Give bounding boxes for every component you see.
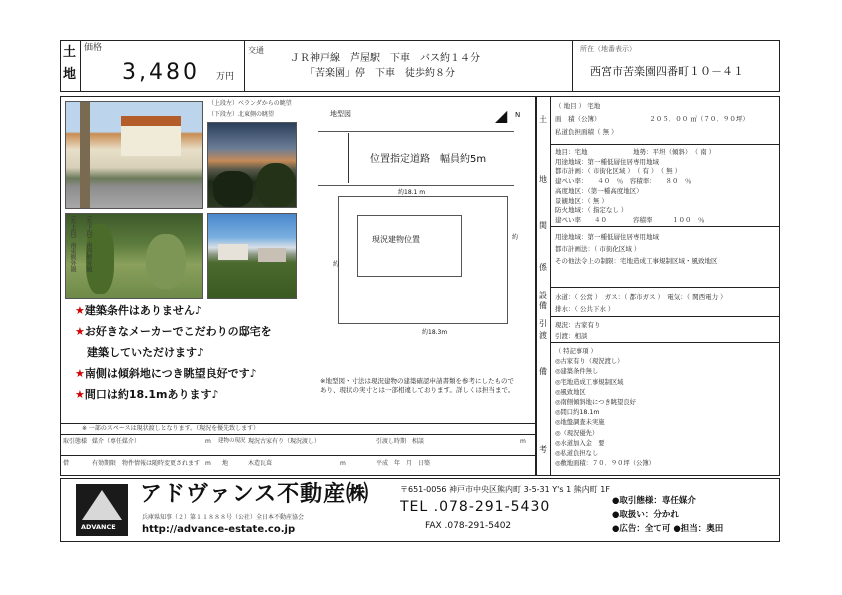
- remark-row: ◎宅地造成工事規制区域: [555, 378, 624, 386]
- facility-row: その他法令上の制限：宅地造成工事規制区域・風致地区: [555, 257, 718, 265]
- star-icon: ★: [75, 388, 85, 401]
- caption-top: （上段左）ベランダからの眺望: [208, 100, 292, 107]
- sec-law-1: 関: [539, 221, 547, 230]
- table-r1-unit: m: [205, 438, 211, 445]
- law-row: 地目：宅地 地勢：平坦（傾斜） （ 南 ）: [555, 148, 716, 156]
- table-r2-label2: 地: [222, 460, 229, 467]
- remark-row: ◎地盤調査未実施: [555, 419, 605, 427]
- star-icon: ★: [75, 325, 85, 338]
- note-divider: [60, 423, 536, 424]
- feature-item: ★間口は約18.1mあります♪: [75, 388, 219, 401]
- feature-item: ★お好きなメーカーでこだわりの邸宅を: [75, 325, 272, 338]
- right-div-5: [550, 342, 780, 343]
- features-list: [75, 302, 272, 402]
- location-value: 西宮市苦楽園四番町１０－４１: [590, 65, 744, 78]
- sec-handover-2: 渡: [539, 331, 547, 340]
- table-divider-2: [60, 455, 536, 456]
- remark-row: ◎間口約18.1m: [555, 409, 600, 417]
- law-row: 防火地域：（ 指定なし ）: [555, 206, 628, 215]
- handover-row: 引渡：相談: [555, 332, 588, 340]
- remark-row: ◎敷地面積：７０．９０坪（公簿）: [555, 460, 655, 468]
- table-r1-value: 媒介（専任媒介）: [92, 438, 141, 445]
- right-panel-label-col: [550, 96, 551, 476]
- handover-rows: [555, 320, 601, 342]
- right-div-1: [550, 144, 780, 145]
- company-url[interactable]: http://advance-estate.co.jp: [142, 524, 296, 535]
- table-r2-value: 有効期限 物件情報は随時変更されます: [92, 460, 201, 467]
- law-row: 建ぺい率： ４０ ％ 容積率： ８０ ％: [555, 177, 692, 186]
- feature-item: ★建築条件はありません♪: [75, 304, 202, 317]
- table-r2-value3: 木造瓦葺: [248, 460, 273, 467]
- law-row: 景観地区：（ 無 ）: [555, 196, 608, 205]
- photo-exterior-southeast: [65, 101, 203, 209]
- right-div-2: [550, 226, 780, 227]
- remark-row: ◎南側傾斜地につき眺望良好: [555, 399, 636, 407]
- sec-law-2: 係: [539, 263, 547, 272]
- photo-view-veranda: [207, 122, 297, 208]
- building-label: 現況建物位置: [372, 235, 420, 244]
- caption-vertical-right: （左下段）南西側外観: [85, 212, 92, 272]
- sec-remarks-2: 考: [539, 445, 547, 454]
- width-top: 約18.1 m: [398, 189, 426, 196]
- table-r1-value4: m: [520, 438, 526, 445]
- law-rows: [555, 148, 715, 226]
- land-row: （ 地目 ） 宅地: [555, 102, 601, 110]
- transport-label: 交通: [248, 46, 264, 55]
- license: 兵庫県知事（２）第１１８８８号（公社）全日本不動産協会: [142, 514, 305, 521]
- remark-row: （ 特記事項 ）: [555, 348, 597, 355]
- star-icon: ★: [75, 367, 85, 380]
- table-r1-value3: 引渡し時期 相談: [376, 438, 425, 445]
- facility-rows: [555, 231, 718, 267]
- map-note: ※地型図・寸法は現況建物の建築確認申請書類を参考にしたものであり、現状の実寸とは一部相違しております。詳しくは担当まで。: [320, 377, 515, 395]
- law-row: 高度地区：（第一種高度地区）: [555, 186, 643, 195]
- remark-row: ◎（現況優先）: [555, 429, 599, 437]
- company-fax: FAX .078-291-5402: [425, 521, 512, 531]
- sec-facility-1: 設: [539, 291, 547, 300]
- north-arrow-icon: ◢: [495, 106, 508, 125]
- utility-row: 排水：（ 公共下水 ）: [555, 305, 615, 313]
- company-address: 〒651-0056 神戸市中央区熊内町 3-5-31 Y's 1 熊内町 1F: [400, 485, 610, 494]
- table-r1-value2: 現況古家有り（現況渡し）: [248, 438, 321, 445]
- bottom-note: ※ 一部のスペースは現状渡しとなります。（現況を優先致します）: [82, 425, 260, 432]
- right-div-4: [550, 316, 780, 317]
- location-label: 所在（地番表示）: [580, 45, 636, 53]
- caption-bottom: （下段左）北東側の眺望: [208, 111, 275, 118]
- table-r2-value2: m: [205, 460, 211, 467]
- land-rows: [555, 100, 749, 139]
- remark-row: ◎風致地区: [555, 388, 586, 396]
- category-top: 土: [63, 45, 77, 60]
- table-r2-value4: m: [340, 460, 346, 467]
- remark-row: ◎水道加入金 要: [555, 439, 605, 447]
- price-label: 価格: [84, 43, 103, 53]
- transport-line2: 「苦楽園」停 下車 徒歩約８分: [305, 68, 455, 79]
- feature-item: ★南側は傾斜地につき眺望良好です♪: [75, 367, 257, 380]
- facility-row: 都市計画法：（ 市街化区域 ）: [555, 245, 641, 253]
- road-line-top: [318, 131, 514, 132]
- facility-row: 用途地域：第一種低層住居専用地域: [555, 233, 659, 241]
- table-r1-label2: 建物の現況: [218, 438, 246, 444]
- logo-mark-icon: [82, 490, 122, 520]
- right-div-3: [550, 287, 780, 288]
- land-row: 面 積（公簿） ２０５．００ ㎡（７０．９０坪）: [555, 115, 749, 123]
- handover-row: 現況：古家有り: [555, 321, 601, 329]
- north-label: N: [515, 111, 521, 119]
- law-row: 都市計画：（ 市街化区域 ） （ 有 ） （ 無 ）: [555, 167, 682, 176]
- sec-facility-2: 備: [539, 301, 547, 310]
- caption-vertical-left: （左上段）南東側外観: [69, 212, 76, 272]
- road-arrow: [348, 133, 349, 183]
- company-logo: [76, 484, 128, 536]
- table-r2-value5: 平成 年 月 日築: [376, 460, 431, 467]
- map-title: 地型図: [330, 110, 351, 118]
- info-2: ●取扱い：分かれ: [612, 510, 679, 520]
- remarks-rows: [555, 347, 655, 469]
- sec-land-2: 地: [539, 175, 547, 184]
- transport-line1: ＪＲ神戸線 芦屋駅 下車 バス約１４分: [290, 53, 480, 64]
- info-1: ●取引態様：専任媒介: [612, 496, 696, 506]
- depth-left: 約: [333, 261, 340, 268]
- table-r1-label: 取引態様: [63, 438, 88, 445]
- remark-row: ◎私道負担なし: [555, 450, 599, 458]
- sec-remarks-1: 備: [539, 367, 547, 376]
- remark-row: ◎建築条件無し: [555, 368, 599, 376]
- feature-item: 建築していただけます♪: [87, 346, 205, 359]
- width-bottom: 約18.3m: [422, 329, 448, 336]
- utility-row: 水道：（ 公営 ） ガス：（ 都市ガス ） 電気：（ 関西電力 ）: [555, 293, 727, 301]
- road-line-bottom: [318, 185, 514, 186]
- table-r2-label: 借: [63, 460, 70, 467]
- land-row: 私道負担面積（ 無 ）: [555, 128, 618, 136]
- photo-view-northeast: [207, 213, 297, 299]
- building-outline: [357, 215, 462, 277]
- law-row: 用途地域：第一種低層住居専用地域: [555, 157, 659, 166]
- category-bottom: 地: [63, 67, 77, 82]
- sec-handover-1: 引: [539, 319, 547, 328]
- info-3: ●広告：全て可 ●担当：奥田: [612, 524, 724, 534]
- table-divider-1: [60, 434, 536, 435]
- price-value: 3,480: [122, 60, 200, 85]
- road-label: 位置指定道路 幅員約5m: [370, 154, 487, 165]
- star-icon: ★: [75, 304, 85, 317]
- header-divider-1: [244, 40, 245, 92]
- depth-right: 約: [512, 234, 519, 241]
- company-tel: TEL .078-291-5430: [400, 499, 551, 515]
- law-row: 建ぺい率 ４０ 容積率 １００ ％: [555, 215, 705, 224]
- sec-land-1: 土: [539, 115, 547, 124]
- price-unit: 万円: [216, 72, 235, 82]
- logo-text: ADVANCE: [81, 523, 116, 531]
- utility-rows: [555, 291, 727, 315]
- header-divider-2: [572, 40, 573, 92]
- company-name: アドヴァンス不動産㈱: [140, 482, 370, 507]
- remark-row: ◎古家有り（現況渡し）: [555, 358, 624, 366]
